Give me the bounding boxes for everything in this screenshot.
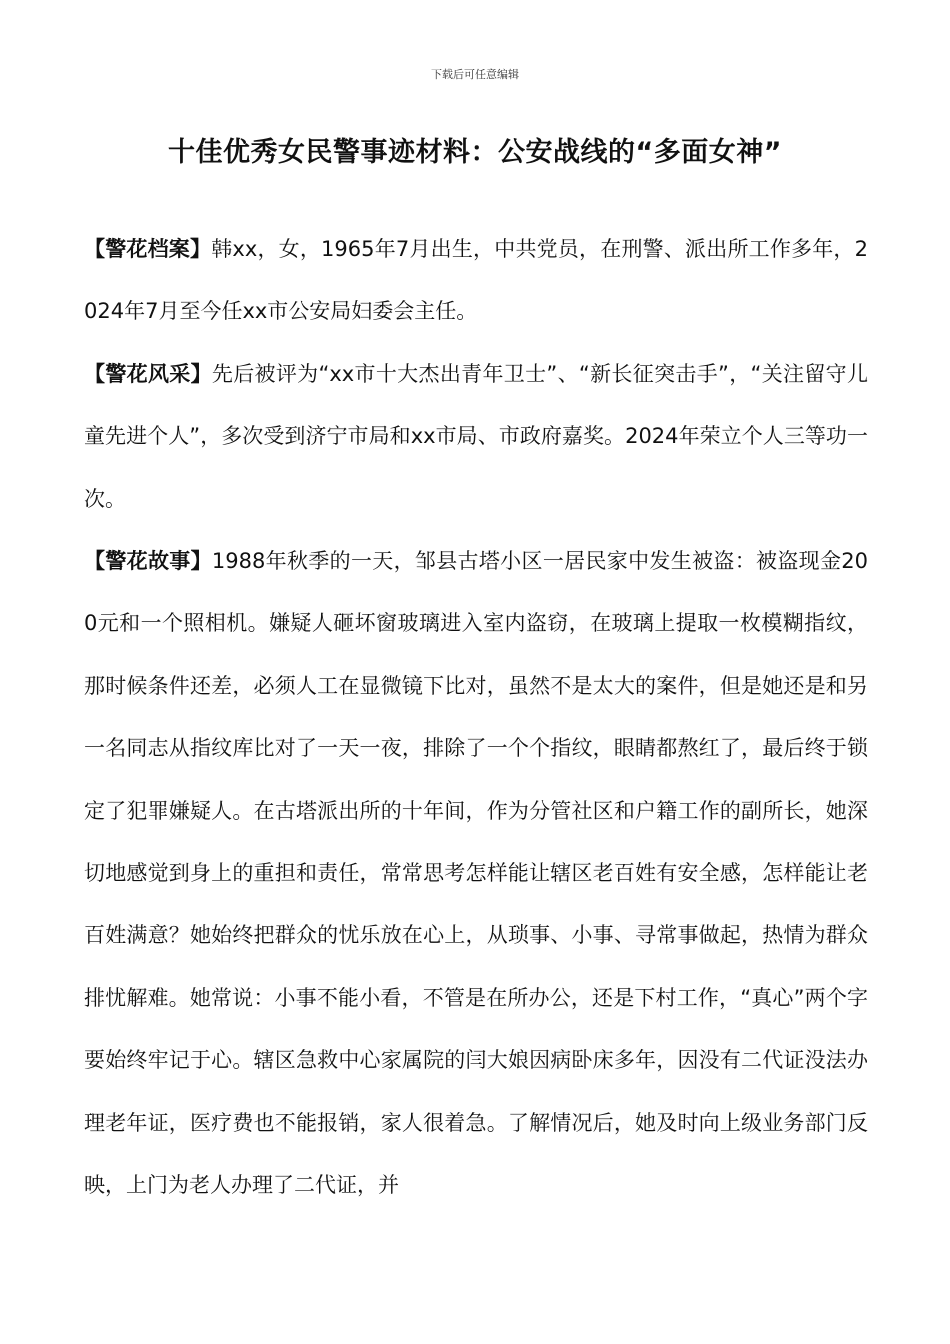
- header-note: 下载后可任意编辑: [431, 68, 519, 81]
- paragraph-tag: 【警花故事】: [84, 549, 212, 574]
- paragraph-tag: 【警花风采】: [84, 361, 212, 386]
- paragraph-honors: [84, 343, 868, 530]
- paragraph-profile: [84, 218, 868, 343]
- document-body: [84, 218, 868, 1217]
- paragraph-tag: 【警花档案】: [84, 237, 212, 261]
- paragraph-text: 韩xx，女，1965年7月出生，中共党员，在刑警、派出所工作多年，2024年7月至今任xx市公安局妇委会主任。: [84, 237, 868, 324]
- document-title: 十佳优秀女民警事迹材料：公安战线的“多面女神”: [168, 137, 782, 168]
- paragraph-text: 1988年秋季的一天，邹县古塔小区一居民家中发生被盗：被盗现金200元和一个照相机。嫌疑人砸坏窗玻璃进入室内盗窃，在玻璃上提取一枚模糊指纹，那时候条件还差，必须人工在显微镜下比对，虽然不是太大的案件，但是她还是和另一名同志从指纹库比对了一天一夜，排除了一个个指纹，眼睛都熬红了，最后终于锁定了犯罪嫌疑人。在古塔派出所的十年间，作为分管社区和户籍工作的副所长，她深切地感觉到身上的重担和责任，常常思考怎样能让辖区老百姓有安全感，怎样能让老百姓满意？她始终把群众的忧乐放在心上，从琐事、小事、寻常事做起，热情为群众排忧解难。她常说：小事不能小看，不管是在所办公，还是下村工作，“真心”两个字要始终牢记于心。辖区急救中心家属院的闫大娘因病卧床多年，因没有二代证没法办理老年证，医疗费也不能报销，家人很着急。了解情况后，她及时向上级业务部门反映，上门为老人办理了二代证，并: [84, 549, 869, 1198]
- paragraph-text: 先后被评为“xx市十大杰出青年卫士”、“新长征突击手”，“关注留守儿童先进个人”，多次受到济宁市局和xx市局、市政府嘉奖。2024年荣立个人三等功一次。: [84, 361, 869, 511]
- paragraph-story: [84, 530, 868, 1216]
